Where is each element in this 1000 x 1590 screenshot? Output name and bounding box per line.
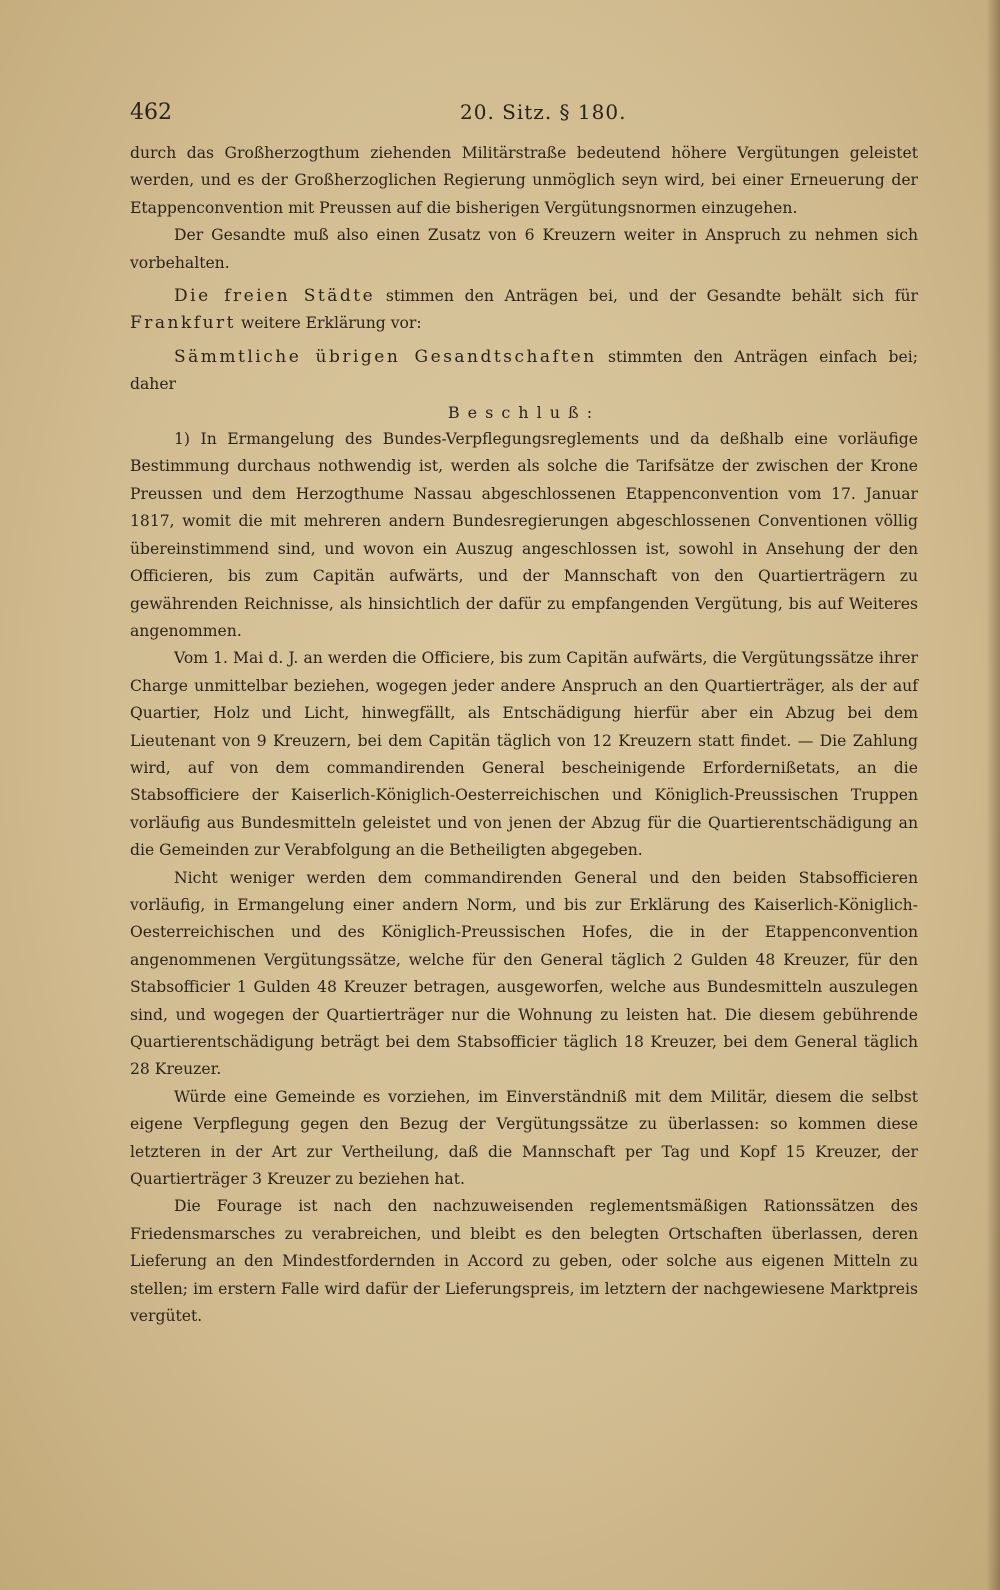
body-text	[130, 140, 918, 1330]
paragraph-8: Würde eine Gemeinde es vorziehen, im Einverständniß mit dem Militär, diesem die selbst eigene Verpflegung gegen den Bezug der Vergütungssätze zu überlassen: so kommen diese letzteren in der Art zur Vertheilung, daß die Mannschaft per Tag und Kopf 15 Kreuzer, der Quartierträger 3 Kreuzer zu beziehen hat.	[130, 1087, 918, 1189]
paragraph-4	[130, 344, 918, 399]
page-number: 462	[130, 100, 172, 125]
frankfurt-label: Frankfurt	[130, 313, 237, 334]
paragraph-3-end: weitere Erklärung vor:	[236, 314, 422, 333]
other-legations-label: Sämmtliche übrigen Gesandtschaften	[174, 346, 597, 367]
paragraph-1: durch das Großherzogthum ziehenden Militärstraße bedeutend höhere Vergütungen geleistet werden, und es der Großherzoglichen Regierung unmöglich seyn wird, bei einer Erneuerung der Etappenconvention mit Preussen auf die bisherigen Vergütungsnormen einzugehen.	[130, 144, 918, 217]
free-cities-label: Die freien Städte	[174, 286, 376, 307]
paragraph-2: Der Gesandte muß also einen Zusatz von 6 Kreuzern weiter in Anspruch zu nehmen sich vorbehalten.	[130, 226, 918, 272]
paragraph-7: Nicht weniger werden dem commandirenden General und den beiden Stabsofficieren vorläufig, in Ermangelung einer andern Norm, und bis zur Erklärung des Kaiserlich-Königlich-Oesterreichischen und des Königlich-Preussischen Hofes, die in der Etappenconvention angenommenen Vergütungssätze, welche für den General täglich 2 Gulden 48 Kreuzer, für den Stabsofficier 1 Gulden 48 Kreuzer betragen, ausgeworfen, welche aus Bundesmitteln auszulegen sind, und wogegen der Quartierträger nur die Wohnung zu leisten hat. Die diesem gebührende Quartierentschädigung beträgt bei dem Stabsofficier täglich 18 Kreuzer, bei dem General täglich 28 Kreuzer.	[130, 868, 918, 1079]
running-head: 20. Sitz. § 180.	[460, 100, 627, 124]
paragraph-9: Die Fourage ist nach den nachzuweisenden reglementsmäßigen Rationssätzen des Friedensmarsches zu verabreichen, und bleibt es den belegten Ortschaften überlassen, deren Lieferung an den Mindestfordernden in Accord zu geben, oder solche aus eigenen Mitteln zu stellen; im erstern Falle wird dafür der Lieferungspreis, im letztern der nachgewiesene Marktpreis vergütet.	[130, 1197, 918, 1326]
resolution-heading: Beschluß:	[447, 402, 601, 422]
paragraph-6: Vom 1. Mai d. J. an werden die Officiere, bis zum Capitän aufwärts, die Vergütungssätze ihrer Charge unmittelbar beziehen, wogegen jeder andere Anspruch an den Quartierträger, als der auf Quartier, Holz und Licht, hinwegfällt, als Entschädigung hierfür aber ein Abzug bei dem Lieutenant von 9 Kreuzern, bei dem Capitän täglich von 12 Kreuzern statt findet. — Die Zahlung wird, auf von dem commandirenden General bescheinigende Erfordernißetats, an die Stabsofficiere der Kaiserlich-Königlich-Oesterreichischen und Königlich-Preussischen Truppen vorläufig aus Bundesmitteln geleistet und von jenen der Abzug für die Quartierentschädigung an die Gemeinden zur Verabfolgung an die Betheiligten abgegeben.	[130, 649, 918, 860]
paragraph-4-text: stimmten den Anträgen einfach bei; daher	[130, 347, 918, 394]
paragraph-5: 1) In Ermangelung des Bundes-Verpflegungsreglements und da deßhalb eine vorläufige Bestimmung durchaus nothwendig ist, werden als solche die Tarifsätze der zwischen der Krone Preussen und dem Herzogthume Nassau abgeschlossenen Etappenconvention vom 17. Januar 1817, womit die mit mehreren andern Bundesregierungen abgeschlossenen Conventionen völlig übereinstimmend sind, und wovon ein Auszug angeschlossen ist, sowohl in Ansehung der den Officieren, bis zum Capitän aufwärts, und der Mannschaft von den Quartierträgern zu gewährenden Reichnisse, als hinsichtlich der dafür zu empfangenden Vergütung, bis auf Weiteres angenommen.	[130, 430, 918, 640]
page-header	[130, 100, 930, 136]
paragraph-3	[130, 283, 918, 338]
page-edge-shadow	[986, 0, 1000, 1590]
paragraph-3-text: stimmen den Anträgen bei, und der Gesandte behält sich für	[375, 287, 918, 306]
